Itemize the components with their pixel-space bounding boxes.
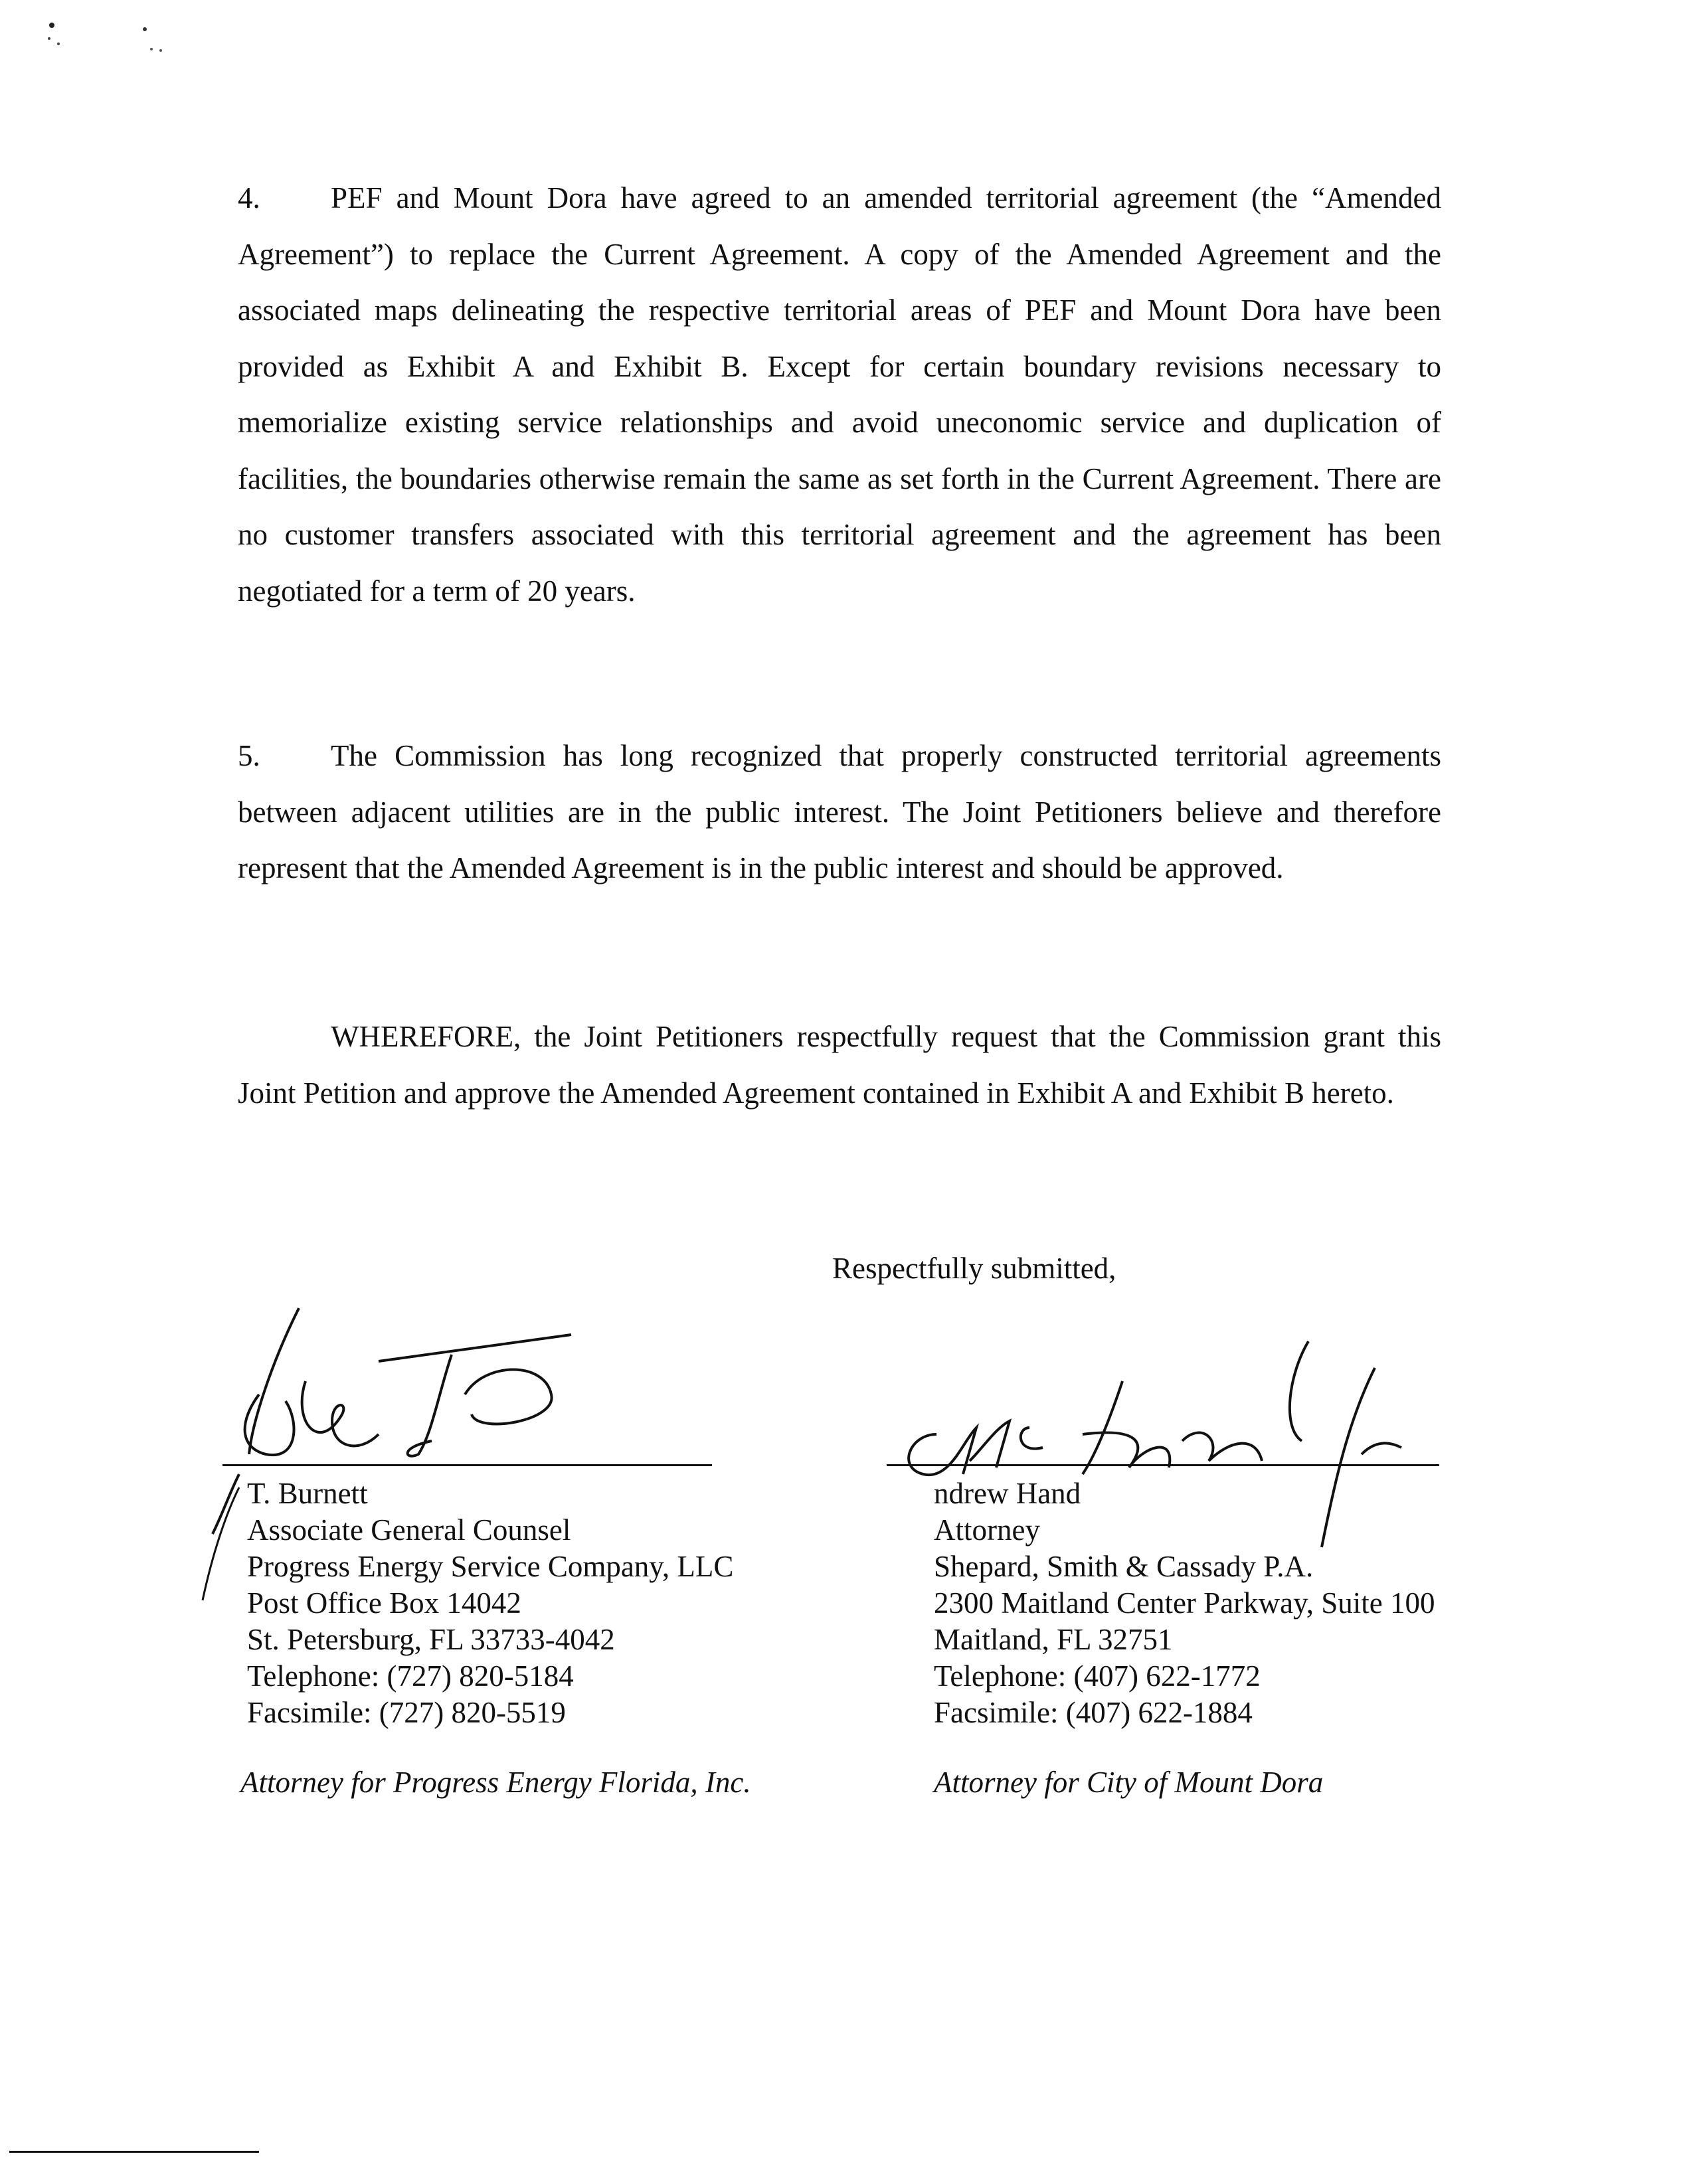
left-address2: St. Petersburg, FL 33733-4042 [247,1623,615,1656]
paragraph-number: 5. [238,739,260,772]
left-role: Attorney for Progress Energy Florida, Inc. [240,1766,751,1799]
right-address1: 2300 Maitland Center Parkway, Suite 100 [934,1586,1435,1620]
right-signatory-block [934,1475,1435,1731]
left-facsimile: Facsimile: (727) 820-5519 [247,1696,566,1729]
right-signature-line [887,1464,1439,1466]
paragraph-5 [238,728,1441,896]
left-company: Progress Energy Service Company, LLC [247,1550,734,1583]
wherefore-paragraph [238,1009,1441,1121]
left-address1: Post Office Box 14042 [247,1586,521,1620]
left-telephone: Telephone: (727) 820-5184 [247,1659,574,1693]
right-name: ndrew Hand [934,1477,1081,1510]
right-telephone: Telephone: (407) 622-1772 [934,1659,1261,1693]
left-name: T. Burnett [247,1477,368,1510]
left-signatory-block [247,1475,733,1731]
right-title: Attorney [934,1513,1040,1547]
paragraph-text: PEF and Mount Dora have agreed to an amended territorial agreement (the “Amended Agreement”) to replace the Current Agreement. A copy of the Amended Agreement and the associated maps delineating the respective territorial areas of PEF and Mount Dora have been provided as Exhibit A and Exhibit B. Except for certain boundary revisions necessary to memorialize existing service relationships and avoid uneconomic service and duplication of facilities, the boundaries otherwise remain the same as set forth in the Current Agreement. There are no customer transfers associated with this territorial agreement and the agreement has been negotiated for a term of 20 years. [238,181,1441,608]
scan-speck-marks [40,20,213,80]
right-role: Attorney for City of Mount Dora [934,1766,1324,1799]
right-company: Shepard, Smith & Cassady P.A. [934,1550,1314,1583]
left-title: Associate General Counsel [247,1513,571,1547]
paragraph-text: The Commission has long recognized that properly constructed territorial agreements between adjacent utilities are in the public interest. The Joint Petitioners believe and therefore represent that the Amended Agreement is in the public interest and should be approved. [238,739,1441,884]
paragraph-4 [238,170,1441,619]
closing: Respectfully submitted, [832,1252,1116,1285]
footnote-separator [9,2151,259,2153]
wherefore-text: WHEREFORE, the Joint Petitioners respectfully request that the Commission grant this Joint Petition and approve the Amended Agreement contained in Exhibit A and Exhibit B hereto. [238,1020,1441,1110]
paragraph-number: 4. [238,181,260,214]
right-address2: Maitland, FL 32751 [934,1623,1173,1656]
left-signature-line [222,1464,712,1466]
right-facsimile: Facsimile: (407) 622-1884 [934,1696,1253,1729]
